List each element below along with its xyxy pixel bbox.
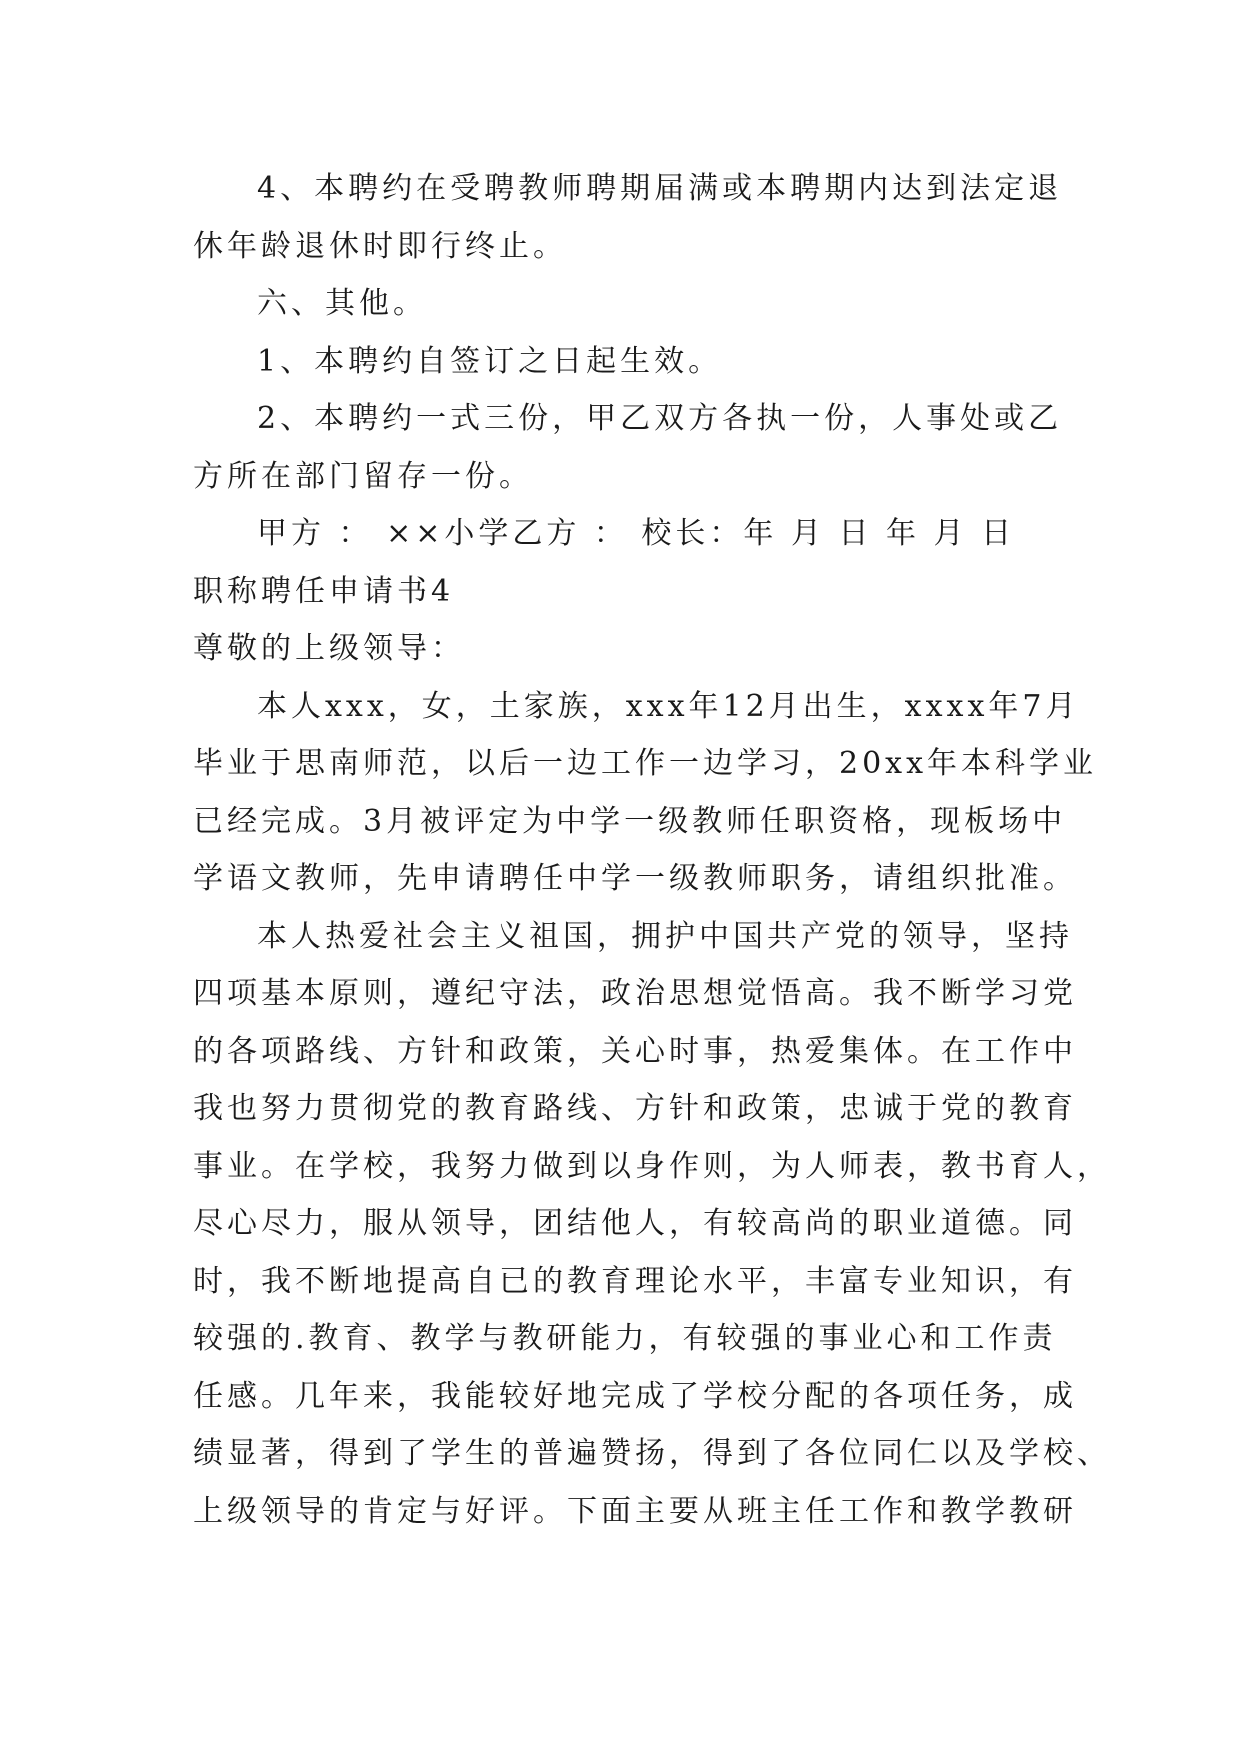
- text-line: 的各项路线、方针和政策，关心时事，热爱集体。在工作中: [193, 1033, 1077, 1069]
- text-line: 已经完成。3月被评定为中学一级教师任职资格，现板场中: [193, 803, 1067, 839]
- text-line: 方所在部门留存一份。: [193, 458, 533, 494]
- text-line: 时，我不断地提高自已的教育理论水平，丰富专业知识，有: [193, 1263, 1077, 1299]
- text-line: 学语文教师，先申请聘任中学一级教师职务，请组织批准。: [193, 861, 1077, 896]
- text-line: 休年龄退休时即行终止。: [193, 228, 567, 264]
- text-line: 任感。几年来，我能较好地完成了学校分配的各项任务，成: [193, 1378, 1077, 1414]
- signature-line: 甲方 ： ××小学乙方 ： 校长：年 月 日 年 月 日: [257, 516, 1016, 551]
- text-line: 4、本聘约在受聘教师聘期届满或本聘期内达到法定退: [257, 171, 1063, 206]
- text-line: 我也努力贯彻党的教育路线、方针和政策，忠诚于党的教育: [193, 1091, 1077, 1126]
- document-title: 职称聘任申请书4: [193, 573, 455, 609]
- document-body: [193, 160, 1111, 1540]
- text-line: 绩显著，得到了学生的普遍赞扬，得到了各位同仁以及学校、: [193, 1436, 1111, 1471]
- text-line: 毕业于思南师范，以后一边工作一边学习，20xx年本科学业: [193, 746, 1098, 781]
- text-line: 较强的.教育、教学与教研能力，有较强的事业心和工作责: [193, 1321, 1057, 1356]
- text-line: 1、本聘约自签订之日起生效。: [257, 343, 723, 379]
- text-line: 上级领导的肯定与好评。下面主要从班主任工作和教学教研: [193, 1493, 1077, 1529]
- text-line: 本人xxx，女，土家族，xxx年12月出生，xxxx年7月: [257, 688, 1080, 724]
- text-line: 本人热爱社会主义祖国，拥护中国共产党的领导，坚持: [257, 918, 1073, 954]
- salutation: 尊敬的上级领导：: [193, 631, 465, 666]
- text-line: 事业。在学校，我努力做到以身作则，为人师表，教书育人，: [193, 1148, 1111, 1184]
- text-line: 尽心尽力，服从领导，团结他人，有较高尚的职业道德。同: [193, 1206, 1077, 1241]
- section-heading: 六、其他。: [257, 286, 427, 321]
- text-line: 2、本聘约一式三份，甲乙双方各执一份，人事处或乙: [257, 401, 1063, 436]
- text-line: 四项基本原则，遵纪守法，政治思想觉悟高。我不断学习党: [193, 976, 1077, 1011]
